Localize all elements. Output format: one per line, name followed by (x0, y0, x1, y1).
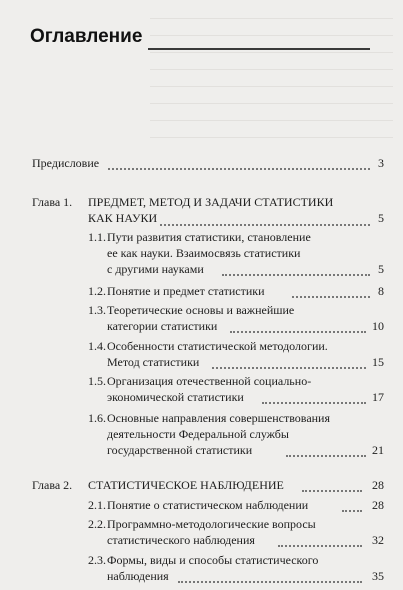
dot-leader (302, 488, 362, 492)
section-title-line: деятельности Федеральной службы (107, 427, 289, 441)
section-title-line: наблюдения (107, 569, 169, 583)
section-title-line: экономической статистики (107, 390, 244, 404)
section-title-line: Формы, виды и способы статистического (107, 553, 319, 567)
section-number: 2.2. (88, 517, 106, 531)
dot-leader (222, 272, 370, 276)
section-title-line: Организация отечественной социально- (107, 374, 312, 388)
chapter-1-label: Глава 1. (32, 195, 73, 209)
preface-label: Предисловие (32, 156, 100, 170)
dot-leader (278, 543, 362, 547)
section-number: 1.4. (88, 339, 106, 353)
section-number: 1.1. (88, 230, 106, 244)
preface-page: 3 (378, 156, 384, 170)
dot-leader (230, 329, 366, 333)
section-title-line: Пути развития статистики, становление (107, 230, 311, 244)
section-title-line: государственной статистики (107, 443, 253, 457)
chapter-1-page: 5 (378, 211, 384, 225)
section-title-line: Теоретические основы и важнейшие (107, 303, 295, 317)
section-page: 17 (372, 390, 384, 404)
chapter-1-title-line1: ПРЕДМЕТ, МЕТОД И ЗАДАЧИ СТАТИСТИКИ (88, 195, 334, 209)
section-page: 21 (372, 443, 384, 457)
bleed-through-decoration (150, 6, 393, 142)
section-page: 32 (372, 533, 384, 547)
section-number: 1.6. (88, 411, 106, 425)
dot-leader (160, 222, 370, 226)
section-number: 2.3. (88, 553, 106, 567)
section-page: 35 (372, 569, 384, 583)
dot-leader (262, 400, 366, 404)
section-title-line: ее как науки. Взаимосвязь статистики (107, 246, 301, 260)
chapter-2-page: 28 (372, 478, 384, 492)
section-number: 1.3. (88, 303, 106, 317)
section-title-line: Программно-методологические вопросы (107, 517, 316, 531)
section-page: 15 (372, 355, 384, 369)
section-title-line: Понятие и предмет статистики (107, 284, 265, 298)
section-page: 28 (372, 498, 384, 512)
section-title-line: с другими науками (107, 262, 204, 276)
section-title-line: Особенности статистической методологии. (107, 339, 328, 353)
section-title-line: Понятие о статистическом наблюдении (107, 498, 309, 512)
section-title-line: статистического наблюдения (107, 533, 255, 547)
dot-leader (108, 166, 370, 170)
chapter-1-title-line2: КАК НАУКИ (88, 211, 158, 225)
dot-leader (212, 365, 366, 369)
page-title: Оглавление (30, 26, 148, 50)
section-title-line: категории статистики (107, 319, 218, 333)
section-title-line: Основные направления совершенствования (107, 411, 331, 425)
chapter-2-title: СТАТИСТИЧЕСКОЕ НАБЛЮДЕНИЕ (88, 478, 284, 492)
section-number: 1.5. (88, 374, 106, 388)
chapter-2-label: Глава 2. (32, 478, 73, 492)
section-title-line: Метод статистики (107, 355, 200, 369)
section-page: 10 (372, 319, 384, 333)
section-page: 8 (378, 284, 384, 298)
section-page: 5 (378, 262, 384, 276)
dot-leader (178, 579, 362, 583)
section-number: 1.2. (88, 284, 106, 298)
section-number: 2.1. (88, 498, 106, 512)
